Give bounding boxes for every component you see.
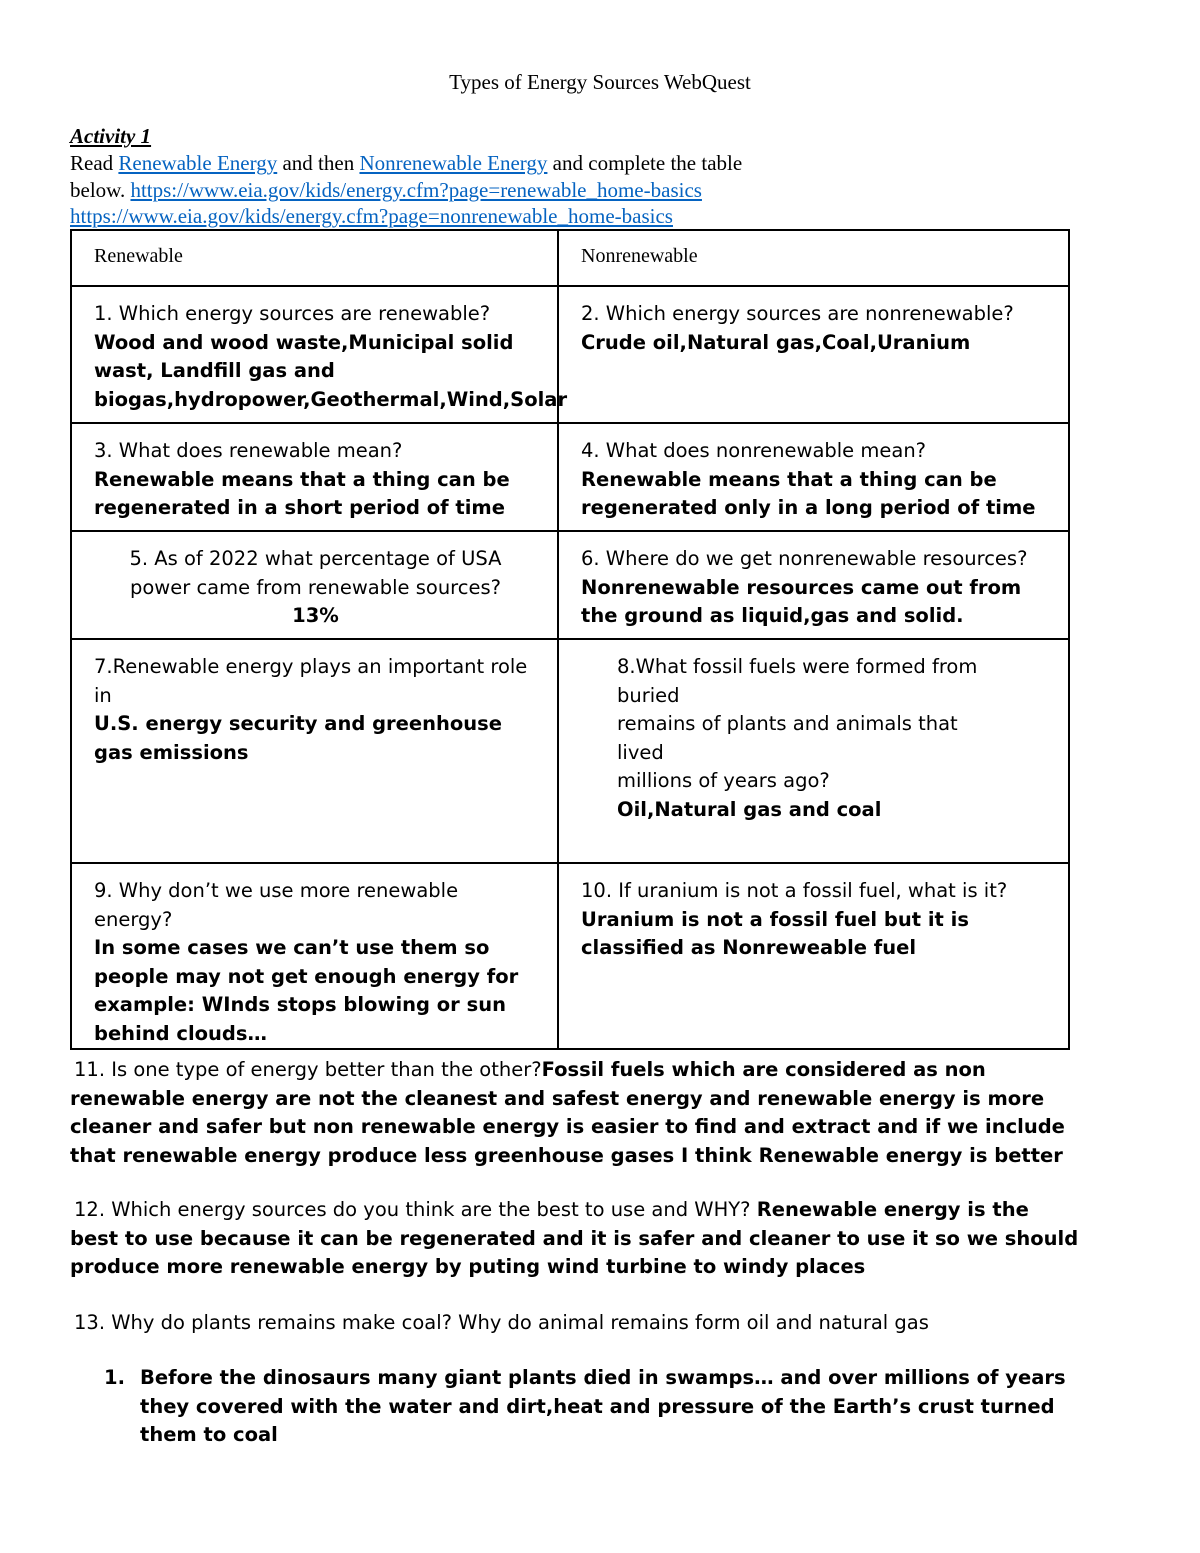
table-cell [558, 863, 1069, 1049]
intro-below-text: below. [70, 177, 131, 202]
table-row [71, 423, 1069, 531]
question-11-text: 11. Is one type of energy better than the other? [74, 1058, 542, 1081]
nonrenewable-url-link[interactable]: https://www.eia.gov/kids/energy.cfm?page=nonrenewable_home-basics [70, 204, 673, 228]
intro-read-text: Read [70, 151, 119, 175]
question-12 [70, 1196, 1080, 1282]
table-cell [71, 423, 558, 531]
intro-and-then-text: and then [277, 151, 360, 175]
question-text: 2. Which energy sources are nonrenewable? [581, 302, 1014, 325]
question-text: 7.Renewable energy plays an important role in [94, 655, 528, 707]
renewable-url-link[interactable]: https://www.eia.gov/kids/energy.cfm?page=renewable_home-basics [130, 177, 702, 202]
table-cell [558, 531, 1069, 639]
answer-text: 13% [292, 604, 339, 627]
answer-text: U.S. energy security and greenhouse gas emissions [94, 712, 502, 764]
question-text-line-2: power came from renewable sources? [129, 575, 501, 599]
table-cell [71, 863, 558, 1049]
question-text-line-1: 5. As of 2022 what percentage of USA [129, 547, 502, 570]
answer-text: Renewable means that a thing can be regenerated in a short period of time [94, 467, 510, 519]
table-header-row [71, 230, 1069, 286]
question-text: 10. If uranium is not a fossil fuel, what is it? [581, 879, 1008, 902]
intro-complete-text: and complete the table [547, 151, 743, 175]
question-11-answer: Fossil fuels which are considered as non renewable energy are not the cleanest and safest energy and renewable energy is more cleaner and safer but non renewable energy is easier to find and extract and if we include that renewable energy produce less greenhouse gases I think Renewable energy is better [70, 1058, 1065, 1167]
answer-text: Oil,Natural gas and coal [617, 797, 882, 821]
question-text-line-1: 8.What fossil fuels were formed from [617, 655, 978, 678]
intro-paragraph [70, 150, 1070, 230]
question-text: 9. Why don’t we use more renewable energy? [94, 879, 459, 931]
answer-text: Renewable means that a thing can be regenerated only in a long period of time [581, 467, 1036, 519]
list-item-text: Before the dinosaurs many giant plants died in swamps… and over millions of years they covered with the water and dirt,heat and pressure of the Earth’s crust turned them to coal [140, 1366, 1066, 1446]
answer-text: In some cases we can’t use them so people may not get enough energy for example: WInds stops blowing or sun behind clouds… [94, 936, 519, 1045]
answer-text: Wood and wood waste,Municipal solid wast, Landfill gas and biogas,hydropower,Geothermal,Wind,Solar [94, 330, 568, 411]
table-cell [558, 286, 1069, 423]
question-text: 4. What does nonrenewable mean? [581, 439, 927, 462]
question-text-line-5: millions of years ago? [617, 769, 830, 792]
answer-text: Uranium is not a fossil fuel but it is classified as Nonreweable fuel [581, 907, 969, 959]
list-item [70, 1364, 1080, 1450]
question-text-line-4: lived [617, 740, 664, 764]
activity-heading: Activity 1 [70, 124, 152, 148]
question-11 [70, 1056, 1080, 1170]
question-12-answer: Renewable energy is the best to use because it can be regenerated and it is safer and cleaner to use it so we should produce more renewable energy by puting wind turbine to windy places [70, 1198, 1079, 1278]
header-cell-nonrenewable [558, 230, 1069, 286]
renewable-energy-link[interactable]: Renewable Energy [118, 151, 278, 175]
list-item-number: 1. [104, 1366, 125, 1389]
table-row [71, 531, 1069, 639]
header-cell-renewable [71, 230, 558, 286]
table-cell [558, 639, 1069, 863]
question-text: 6. Where do we get nonrenewable resources? [581, 547, 1028, 570]
header-renewable: Renewable [94, 245, 183, 267]
question-13-text: 13. Why do plants remains make coal? Why do animal remains form oil and natural gas [74, 1311, 929, 1334]
question-text: 3. What does renewable mean? [94, 439, 403, 462]
question-text-line-2: buried [617, 683, 680, 707]
answer-text: Nonrenewable resources came out from the ground as liquid,gas and solid. [581, 575, 1022, 627]
table-cell [71, 286, 568, 423]
question-text-line-3: remains of plants and animals that [617, 712, 958, 735]
question-13 [70, 1309, 1080, 1338]
energy-table [70, 229, 1070, 1050]
answer-text: Crude oil,Natural gas,Coal,Uranium [581, 330, 971, 354]
table-cell [71, 639, 558, 863]
table-row [71, 286, 1069, 423]
header-nonrenewable: Nonrenewable [581, 245, 698, 267]
table-row [71, 863, 1069, 1049]
table-cell [71, 531, 558, 639]
table-row [71, 639, 1069, 863]
question-text: 1. Which energy sources are renewable? [94, 302, 491, 325]
page-title: Types of Energy Sources WebQuest [449, 70, 751, 94]
question-12-text: 12. Which energy sources do you think are the best to use and WHY? [74, 1198, 757, 1221]
nonrenewable-energy-link[interactable]: Nonrenewable Energy [359, 151, 548, 175]
table-cell [558, 423, 1069, 531]
